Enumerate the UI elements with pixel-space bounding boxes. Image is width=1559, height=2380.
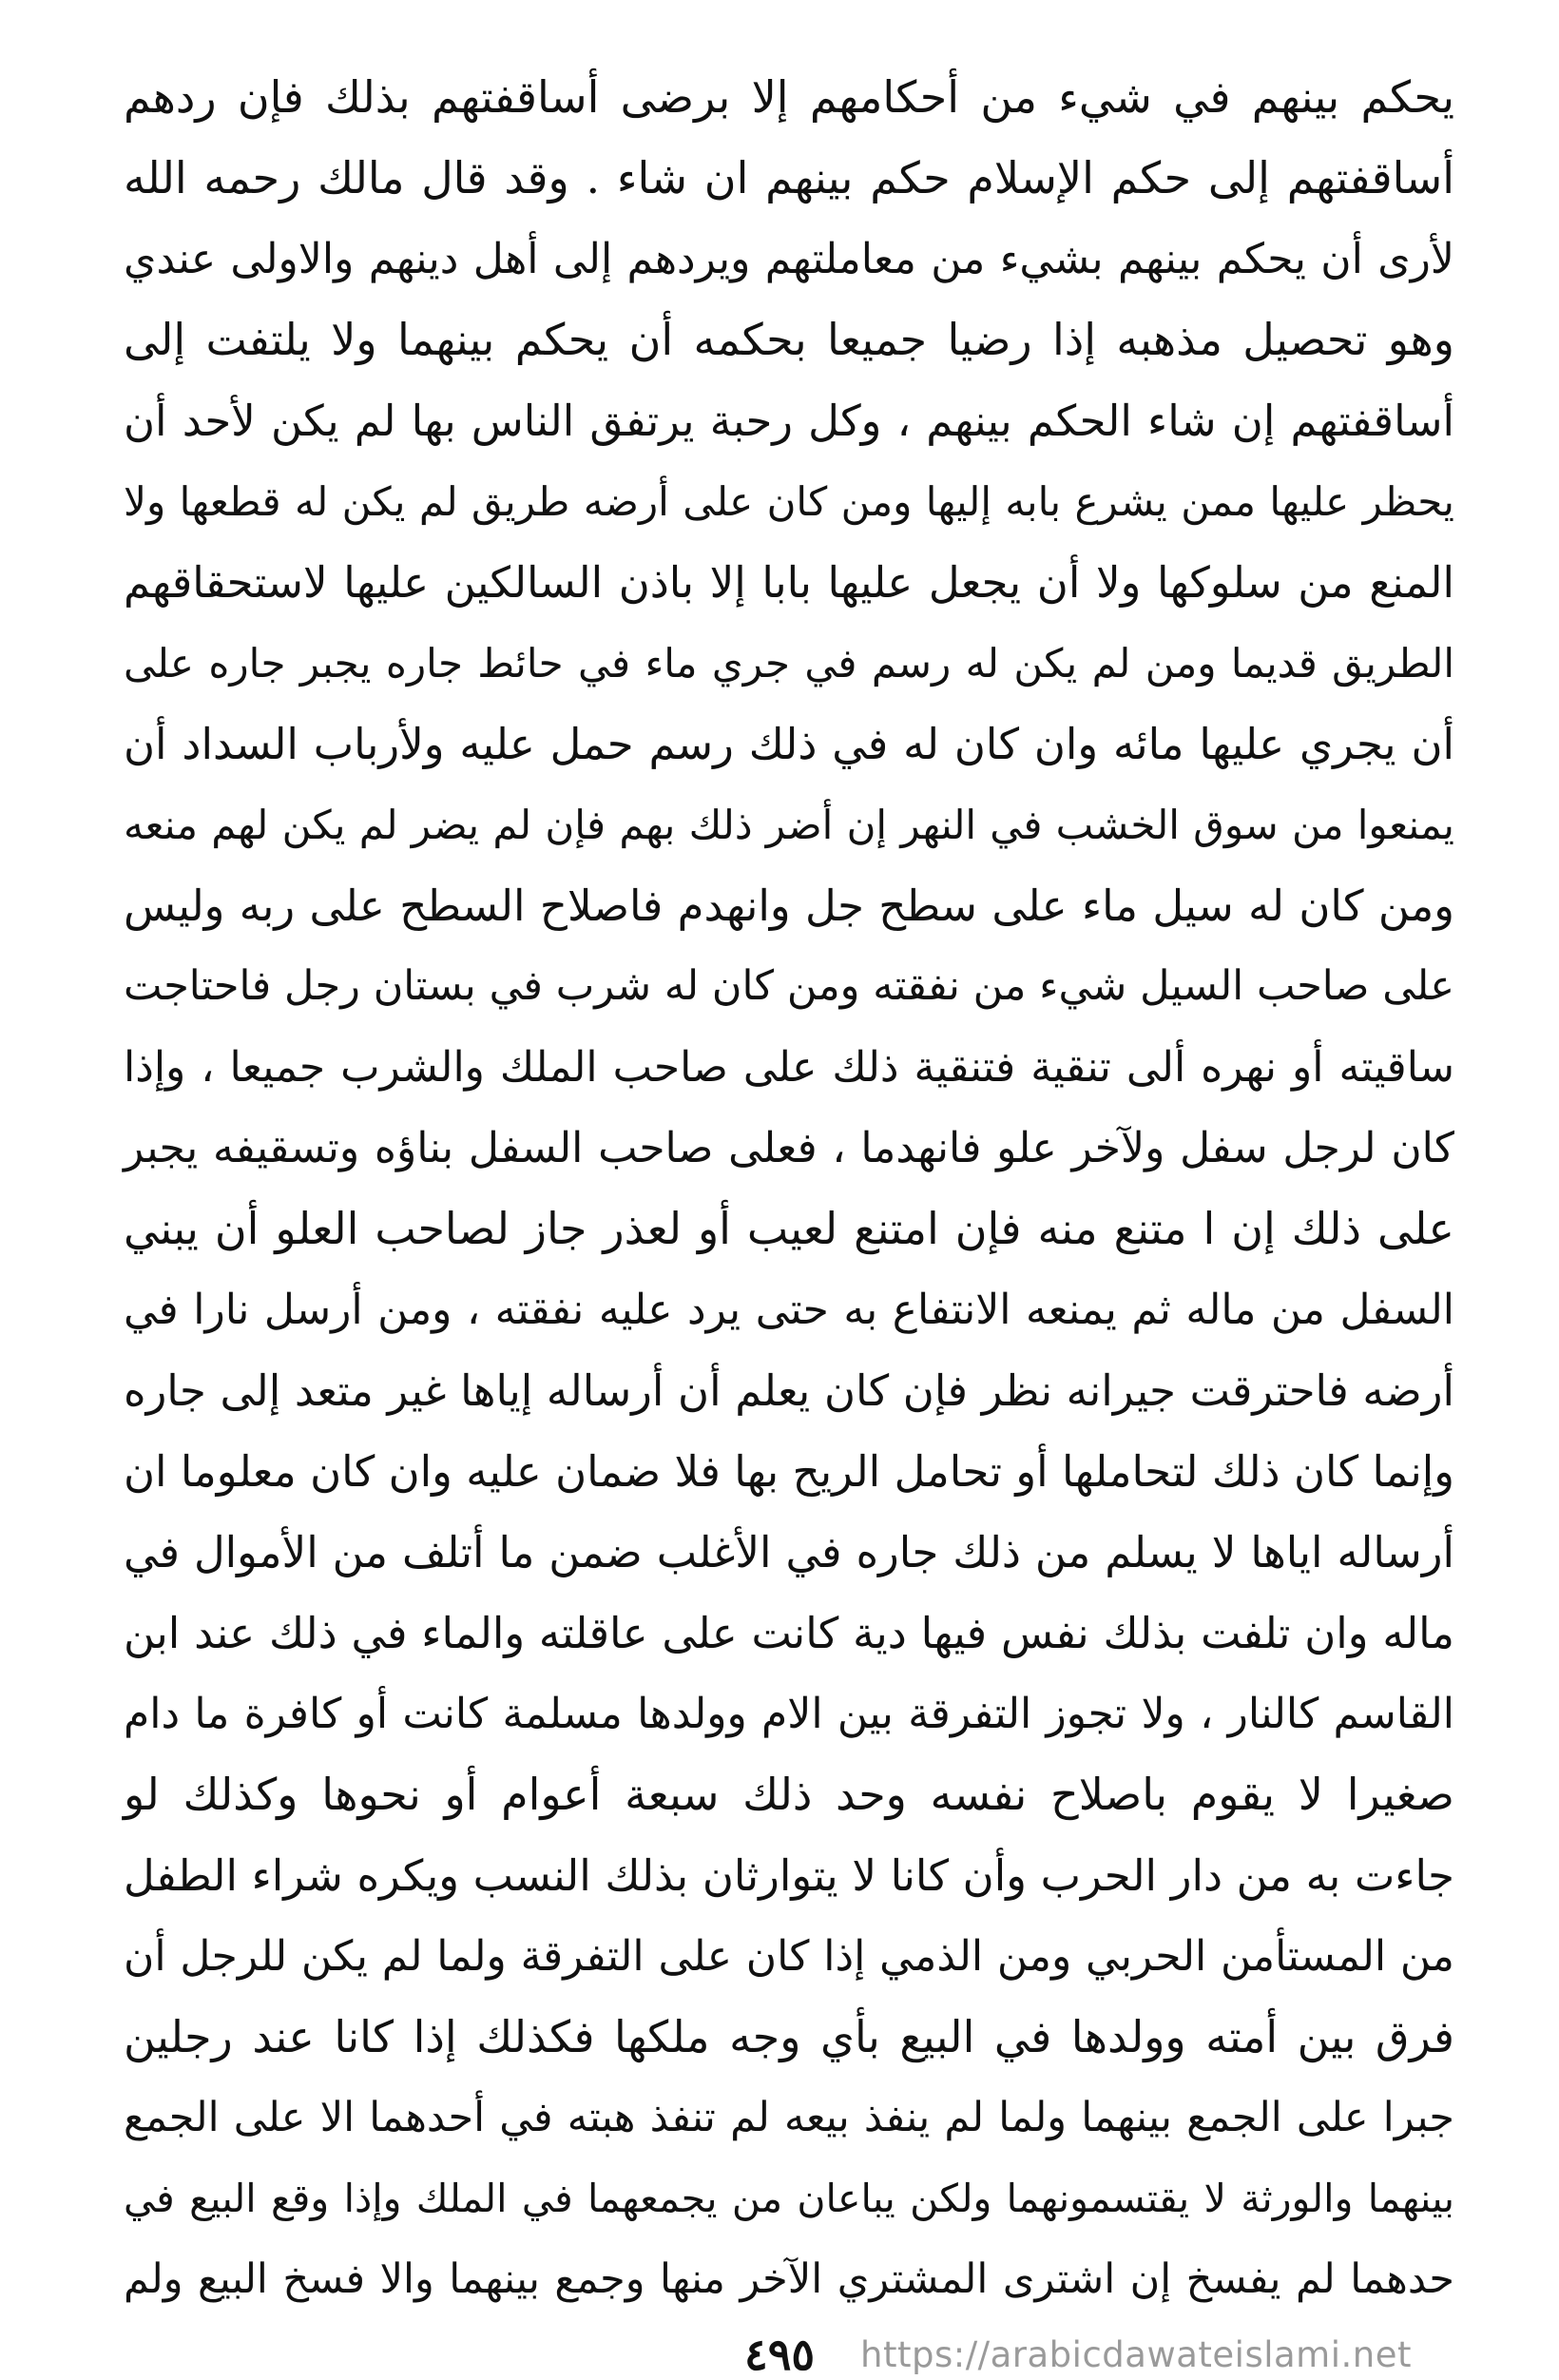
text-line: جبرا على الجمع بينهما ولما لم ينفذ بيعه لم تنفذ هبته في أحدهما الا على الجمع	[124, 2094, 1454, 2141]
text-line: لأرى أن يحكم بينهم بشيء من معاملتهم ويردهم إلى أهل دينهم والاولى عندي	[124, 235, 1454, 283]
text-line: حدهما لم يفسخ إن اشترى المشتري الآخر منها وجمع بينهما والا فسخ البيع ولم	[124, 2255, 1454, 2303]
text-line: بينهما والورثة لا يقتسمونهما ولكن يباعان من يجمعهما في الملك وإذا وقع البيع في	[124, 2176, 1454, 2221]
text-line: جاءت به من دار الحرب وأن كانا لا يتوارثان بذلك النسب ويكره شراء الطفل	[124, 1850, 1454, 1901]
text-line: أساقفتهم إن شاء الحكم بينهم ، وكل رحبة يرتفق الناس بها لم يكن لأحد أن	[124, 396, 1454, 446]
text-line: يحكم بينهم في شيء من أحكامهم إلا برضى أساقفتهم بذلك فإن ردهم	[124, 71, 1454, 123]
text-line: فرق بين أمته وولدها في البيع بأي وجه ملكها فكذلك إذا كانا عند رجلين	[124, 2011, 1454, 2062]
text-line: أرضه فاحترقت جيرانه نظر فإن كان يعلم أن أرساله إياها غير متعد إلى جاره	[124, 1365, 1454, 1416]
page-number: ٤٩٥	[744, 2329, 816, 2380]
text-line: وهو تحصيل مذهبه إذا رضيا جميعا بحكمه أن يحكم بينهما ولا يلتفت إلى	[124, 314, 1454, 365]
text-line: على ذلك إن ا متنع منه فإن امتنع لعيب أو لعذر جاز لصاحب العلو أن يبني	[124, 1203, 1454, 1254]
text-line: من المستأمن الحربي ومن الذمي إذا كان على التفرقة ولما لم يكن للرجل أن	[124, 1932, 1454, 1981]
source-watermark: https://arabicdawateislami.net	[860, 2334, 1412, 2375]
text-line: الطريق قديما ومن لم يكن له رسم في جري ماء في حائط جاره يجبر جاره على	[124, 640, 1454, 687]
text-line: صغيرا لا يقوم باصلاح نفسه وحد ذلك سبعة أعوام أو نحوها وكذلك لو	[124, 1769, 1454, 1820]
text-line: يمنعوا من سوق الخشب في النهر إن أضر ذلك بهم فإن لم يضر لم يكن لهم منعه	[124, 802, 1454, 848]
text-line: ماله وان تلفت بذلك نفس فيها دية كانت على عاقلته والماء في ذلك عند ابن	[124, 1608, 1454, 1658]
text-line: المنع من سلوكها ولا أن يجعل عليها بابا إلا باذن السالكين عليها لاستحقاقهم	[124, 557, 1454, 608]
text-line: وإنما كان ذلك لتحاملها أو تحامل الريح بها فلا ضمان عليه وان كان معلوما ان	[124, 1446, 1454, 1497]
text-line: السفل من ماله ثم يمنعه الانتفاع به حتى يرد عليه نفقته ، ومن أرسل نارا في	[124, 1286, 1454, 1334]
page-footer	[0, 2329, 1559, 2380]
text-line: يحظر عليها ممن يشرع بابه إليها ومن كان على أرضه طريق لم يكن له قطعها ولا	[124, 478, 1454, 525]
text-line: أساقفتهم إلى حكم الإسلام حكم بينهم ان شاء . وقد قال مالك رحمه الله	[124, 152, 1454, 203]
text-line: أرساله اياها لا يسلم من ذلك جاره في الأغلب ضمن ما أتلف من الأموال في	[124, 1527, 1454, 1577]
text-line: كان لرجل سفل ولآخر علو فانهدما ، فعلى صاحب السفل بناؤه وتسقيفه يجبر	[124, 1124, 1454, 1172]
text-line: ساقيته أو نهره ألى تنقية فتنقية ذلك على صاحب الملك والشرب جميعا ، وإذا	[124, 1043, 1454, 1092]
text-line: على صاحب السيل شيء من نفقته ومن كان له شرب في بستان رجل فاحتاجت	[124, 962, 1454, 1010]
body-text	[124, 57, 1454, 2320]
text-line: القاسم كالنار ، ولا تجوز التفرقة بين الام وولدها مسلمة كانت أو كافرة ما دام	[124, 1690, 1454, 1738]
text-line: ومن كان له سيل ماء على سطح جل وانهدم فاصلاح السطح على ربه وليس	[124, 880, 1454, 931]
text-line: أن يجري عليها مائه وان كان له في ذلك رسم حمل عليه ولأرباب السداد أن	[124, 719, 1454, 769]
